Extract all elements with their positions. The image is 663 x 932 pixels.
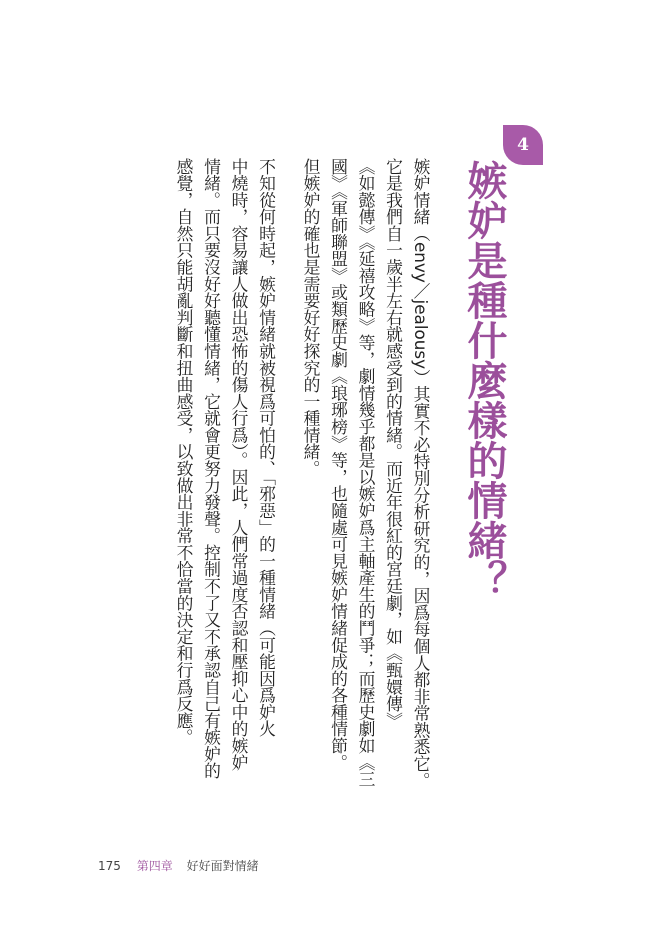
section-number-badge	[503, 125, 543, 165]
page-footer	[98, 857, 259, 874]
page-number: 175	[98, 859, 121, 873]
text-column: 它是我們自一歲半左右就感受到的情緒。而近年很紅的宮廷劇，如《甄嬛傳》	[383, 158, 404, 729]
section-title: 嫉妒是種什麼樣的情緒？	[461, 160, 507, 600]
text-column: 《如懿傳》《延禧攻略》等，劇情幾乎都是以嫉妒爲主軸產生的鬥爭；而歷史劇如《三	[356, 158, 376, 788]
text-column: 但嫉妒的確也是需要好好探究的一種情緒。	[301, 158, 321, 478]
text-column: 不知從何時起，嫉妒情緒就被視爲可怕的、「邪惡」的一種情緒（可能因爲妒火	[256, 158, 277, 738]
section-number: 4	[517, 134, 529, 155]
text-column: 情緒。而只要沒好好聽懂情緒，它就會更努力發聲。控制不了又不承認自己有嫉妒的	[201, 158, 222, 780]
text-column: 嫉妒情緒（envy／jealousy）其實不必特別分析研究的，因爲每個人都非常熟悉它。	[411, 158, 431, 789]
body-text	[170, 158, 452, 789]
text-column: 中燒時，容易讓人做出恐怖的傷人行爲）。因此，人們常過度否認和壓抑心中的嫉妒	[229, 158, 249, 771]
chapter-title: 好好面對情緒	[186, 859, 259, 873]
chapter-label: 第四章	[136, 859, 173, 873]
text-column: 感覺，自然只能胡亂判斷和扭曲感受，以致做出非常不恰當的決定和行爲反應。	[174, 158, 194, 746]
text-column: 國》《軍師聯盟》或類歷史劇《琅琊榜》等，也隨處可見嫉妒情緒促成的各種情節。	[328, 158, 349, 771]
